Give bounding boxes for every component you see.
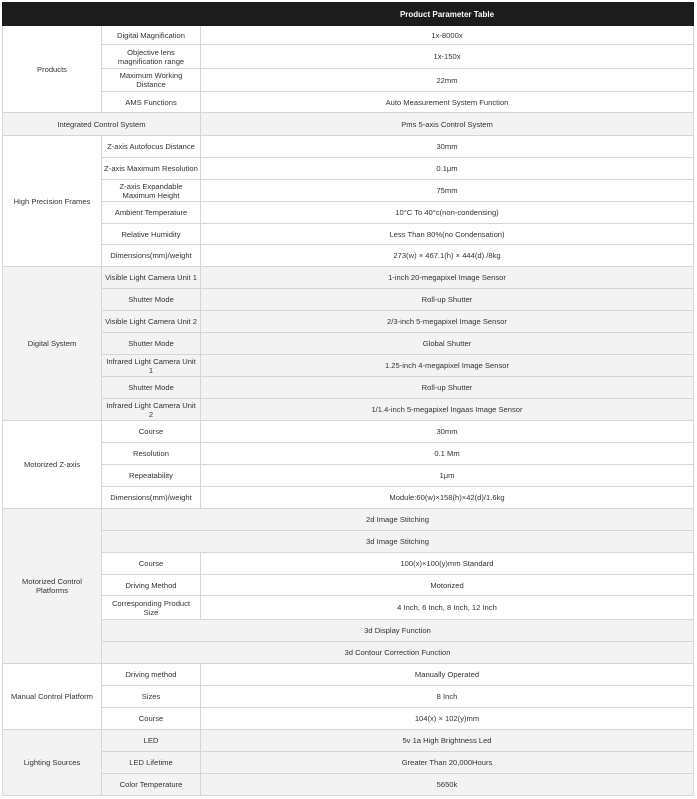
param-label: Color Temperature [102,774,201,796]
param-label: Resolution [102,443,201,465]
param-label: Visible Light Camera Unit 1 [102,267,201,289]
table-row [3,45,694,69]
table-row [3,708,694,730]
param-value: 30mm [201,421,694,443]
table-row [3,355,694,377]
table-row [3,752,694,774]
table-row [3,311,694,333]
param-label: Infrared Light Camera Unit 2 [102,399,201,421]
param-value: Auto Measurement System Function [201,92,694,113]
table-row [3,267,694,289]
param-value: 1μm [201,465,694,487]
param-value: 4 Inch, 6 Inch, 8 Inch, 12 Inch [201,596,694,620]
table-row [3,686,694,708]
table-row [3,730,694,752]
param-label: LED Lifetime [102,752,201,774]
table-row [3,399,694,421]
table-row [3,443,694,465]
param-label: Shutter Mode [102,289,201,311]
param-label: Visible Light Camera Unit 2 [102,311,201,333]
param-label: Shutter Mode [102,377,201,399]
category-motorized-control-platforms: Motorized Control Platforms [3,509,102,664]
param-label: Course [102,708,201,730]
param-label: Relative Humidity [102,224,201,245]
param-label: Driving method [102,664,201,686]
table-row [3,180,694,202]
table-row [3,487,694,509]
product-parameter-table [2,2,694,796]
param-label: Infrared Light Camera Unit 1 [102,355,201,377]
param-value: 2/3-inch 5-megapixel Image Sensor [201,311,694,333]
feature-row: 3d Contour Correction Function [102,642,694,664]
param-label: Corresponding Product Size [102,596,201,620]
table-row [3,620,694,642]
param-value: Global Shutter [201,333,694,355]
param-value: 100(x)×100(y)mm Standard [201,553,694,575]
table-row [3,92,694,113]
param-value: 1x-8000x [201,26,694,45]
param-value: 5v 1a High Brightness Led [201,730,694,752]
param-value: 0.1μm [201,158,694,180]
table-row [3,531,694,553]
table-row [3,136,694,158]
table-row [3,596,694,620]
param-value: Module:60(w)×158(h)×42(d)/1.6kg [201,487,694,509]
param-value: 0.1 Mm [201,443,694,465]
param-label: Dimensions(mm)/weight [102,487,201,509]
param-label: Driving Method [102,575,201,596]
param-value: Greater Than 20,000Hours [201,752,694,774]
param-value: 22mm [201,69,694,92]
feature-row: 3d Image Stitching [102,531,694,553]
category-products: Products [3,26,102,113]
category-manual-control-platform: Manual Control Platform [3,664,102,730]
param-value: 104(x) × 102(y)mm [201,708,694,730]
table-title: Product Parameter Table [201,3,694,26]
param-label: Z-axis Expandable Maximum Height [102,180,201,202]
table-row [3,509,694,531]
param-label: Sizes [102,686,201,708]
feature-row: 2d Image Stitching [102,509,694,531]
table-row [3,664,694,686]
param-label: AMS Functions [102,92,201,113]
param-value: Less Than 80%(no Condensation) [201,224,694,245]
category-integrated-control: Integrated Control System [3,113,201,136]
param-value: Manually Operated [201,664,694,686]
param-label: Ambient Temperature [102,202,201,224]
param-value: 8 Inch [201,686,694,708]
table-row [3,289,694,311]
table-row [3,26,694,45]
table-row [3,377,694,399]
param-value: 75mm [201,180,694,202]
table-row [3,113,694,136]
table-row [3,642,694,664]
param-label: LED [102,730,201,752]
param-value: 1x-150x [201,45,694,69]
table-header-row [3,3,694,26]
param-value: 10°C To 40°c(non-condensing) [201,202,694,224]
param-label: Course [102,421,201,443]
param-value: 5650k [201,774,694,796]
table-row [3,158,694,180]
param-value: 273(w) × 467.1(h) × 444(d) /8kg [201,245,694,267]
param-value: 30mm [201,136,694,158]
param-label: Repeatability [102,465,201,487]
category-motorized-z-axis: Motorized Z-axis [3,421,102,509]
table-row [3,245,694,267]
table-row [3,774,694,796]
param-value: 1-inch 20-megapixel Image Sensor [201,267,694,289]
param-value: 1/1.4-inch 5-megapixel Ingaas Image Sensor [201,399,694,421]
table-row [3,421,694,443]
table-row [3,224,694,245]
feature-row: 3d Display Function [102,620,694,642]
param-label: Dimensions(mm)/weight [102,245,201,267]
param-label: Shutter Mode [102,333,201,355]
param-label: Maximum Working Distance [102,69,201,92]
category-digital-system: Digital System [3,267,102,421]
param-label: Objective lens magnification range [102,45,201,69]
table-row [3,69,694,92]
param-value: Motorized [201,575,694,596]
param-label: Digital Magnification [102,26,201,45]
param-value: Roll-up Shutter [201,377,694,399]
param-label: Z-axis Autofocus Distance [102,136,201,158]
category-high-precision-frames: High Precision Frames [3,136,102,267]
table-row [3,333,694,355]
table-row [3,202,694,224]
param-label: Course [102,553,201,575]
param-label: Z-axis Maximum Resolution [102,158,201,180]
header-blank [3,3,201,26]
param-value: Pms 5-axis Control System [201,113,694,136]
table-row [3,575,694,596]
param-value: 1.25-inch 4-megapixel Image Sensor [201,355,694,377]
table-row [3,465,694,487]
table-row [3,553,694,575]
category-lighting-sources: Lighting Sources [3,730,102,796]
param-value: Roll-up Shutter [201,289,694,311]
